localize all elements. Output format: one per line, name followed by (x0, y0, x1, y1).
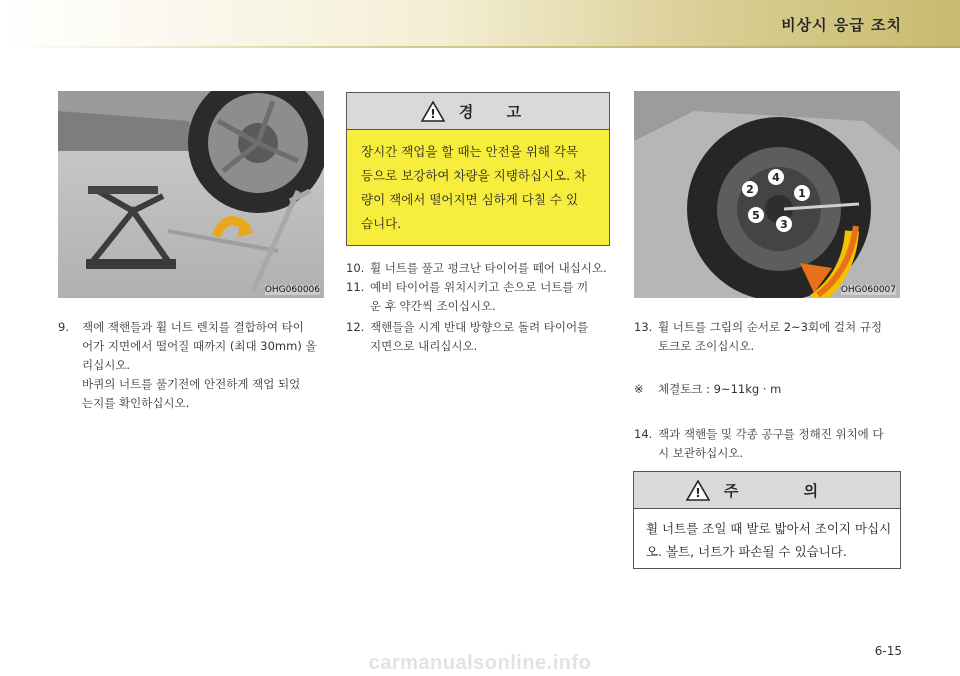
step-13-line: 토크로 조이십시오. (658, 339, 755, 353)
caution-line: 오. 볼트, 너트가 파손될 수 있습니다. (646, 544, 847, 559)
step-12-line: 잭핸들을 시계 반대 방향으로 돌려 타이어를 (370, 320, 589, 334)
lug-number-1: 1 (798, 187, 806, 200)
note-mark: ※ (634, 382, 644, 396)
step-9-line: 잭에 잭핸들과 휠 너트 렌치를 결합하여 타이 (82, 320, 304, 334)
header-rule (0, 46, 960, 48)
step-9-line: 어가 지면에서 떨어질 때까지 (최대 30mm) 올 (82, 339, 317, 353)
step-11-line: 운 후 약간씩 조이십시오. (370, 299, 496, 313)
step-9-line: 는지를 확인하십시오. (82, 396, 190, 410)
step-14-number: 14. (634, 427, 653, 441)
svg-text:!: ! (430, 106, 436, 121)
torque-note-text: 체결토크 : 9~11kg · m (658, 382, 782, 396)
step-9-number: 9. (58, 320, 69, 334)
lug-number-5: 5 (752, 209, 760, 222)
warning-line: 장시간 잭업을 할 때는 안전을 위해 각목 (361, 144, 579, 159)
figure-code-right: OHG060007 (840, 285, 896, 295)
step-12-number: 12. (346, 320, 365, 334)
warning-header (347, 93, 609, 130)
step-14-line: 시 보관하십시오. (658, 446, 744, 460)
page-number: 6-15 (874, 644, 902, 658)
caution-body (634, 509, 900, 563)
warning-line: 량이 잭에서 떨어지면 심하게 다칠 수 있 (361, 192, 579, 207)
step-11-number: 11. (346, 280, 365, 294)
warning-line: 등으로 보강하여 차량을 지탱하십시오. 차 (361, 168, 587, 183)
warning-title: 경 고 (458, 102, 536, 121)
step-10-number: 10. (346, 261, 365, 275)
warning-box (346, 92, 610, 246)
step-9-line: 바퀴의 너트를 풀기전에 안전하게 잭업 되었 (82, 377, 301, 391)
step-10-line: 휠 너트를 풀고 펑크난 타이어를 떼어 내십시오. (370, 261, 607, 275)
step-11-line: 예비 타이어를 위치시키고 손으로 너트를 끼 (370, 280, 589, 294)
step-14-line: 잭과 잭핸들 및 각종 공구를 정해진 위치에 다 (658, 427, 884, 441)
lug-number-3: 3 (780, 218, 788, 231)
jack-illustration (58, 91, 324, 298)
warning-line: 습니다. (361, 216, 402, 231)
warning-body (347, 130, 609, 236)
watermark: carmanualsonline.info (368, 652, 592, 674)
figure-code-left: OHG060006 (264, 285, 320, 295)
step-12-line: 지면으로 내리십시오. (370, 339, 478, 353)
lug-number-4: 4 (772, 171, 780, 184)
wheel-illustration (634, 91, 900, 298)
caution-triangle-icon (686, 480, 710, 501)
section-title: 비상시 응급 조치 (781, 16, 902, 34)
wheel-photo (634, 91, 900, 298)
step-13-number: 13. (634, 320, 653, 334)
step-13-line: 휠 너트를 그림의 순서로 2~3회에 걸쳐 규정 (658, 320, 882, 334)
caution-line: 휠 너트를 조일 때 발로 밟아서 조이지 마십시 (646, 521, 892, 536)
caution-header (634, 472, 900, 509)
lug-number-2: 2 (746, 183, 754, 196)
caution-title: 주 의 (723, 481, 849, 500)
svg-text:!: ! (695, 485, 701, 500)
jack-photo (58, 91, 324, 298)
caution-box (633, 471, 901, 569)
warning-triangle-icon (421, 101, 445, 122)
step-9-line: 리십시오. (82, 358, 131, 372)
